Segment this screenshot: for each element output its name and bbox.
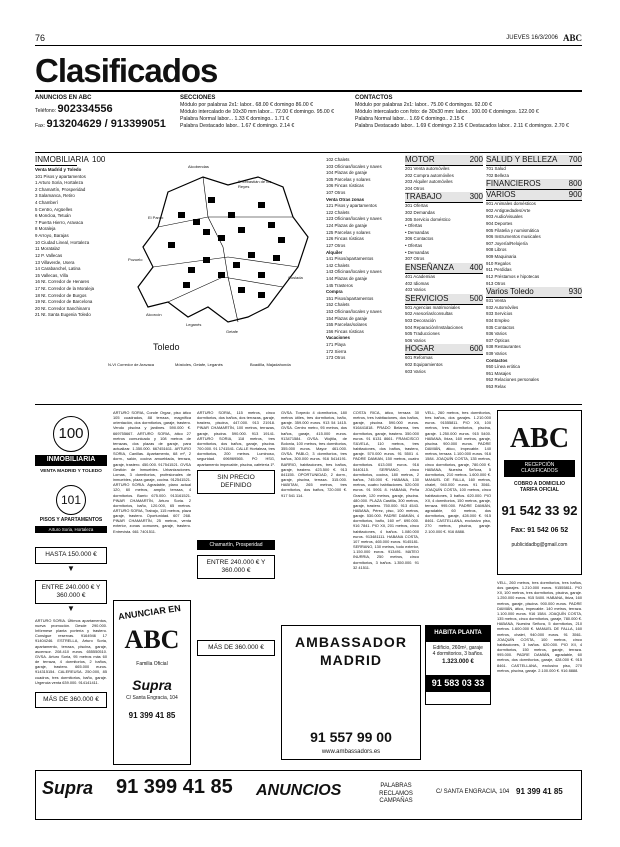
list-item: 9 Arroyo, Barajas (35, 233, 69, 239)
abc-ad-email: publicidadbg@gmail.com (511, 542, 568, 548)
list-item: Vacaciones (326, 335, 350, 341)
section-number: 600 (469, 344, 483, 354)
map-district-marker (218, 272, 225, 278)
list-item: 936 Varios (486, 331, 507, 337)
list-item: 952 Relaciones personales (486, 377, 539, 383)
supra-logo: Supra (132, 677, 172, 693)
contactos-list (486, 358, 582, 391)
list-item: 1 Arturo Soria, Hortaleza (35, 180, 84, 186)
list-item: 950 Línea erótica (486, 364, 520, 370)
map-district-marker (258, 202, 265, 208)
list-item: 911 Perdidas (486, 267, 512, 273)
secciones-line: Palabra Destacado labor.. 1.67 € domingo. 2.14 € (180, 123, 295, 130)
price-mas-2: MÁS DE 360.000 € (197, 640, 275, 656)
list-item: 122 Chalets (326, 209, 350, 215)
list-item: 702 Belleza (486, 172, 509, 178)
list-item: 302 Demandas (405, 210, 435, 216)
varios-toledo-list (486, 298, 582, 357)
list-item: 701 Salud (486, 166, 506, 171)
list-item: 910 Regalos (486, 260, 511, 266)
listing-text: ARTURO SORIA, Conde Orgaz, piso ático 105 cuadrados, 88 terraza, magnífica orientación, dos dormitorios, garaje, trastero. Vendo piscina y jardines. 590.000 €. 669755667. ARTURO SORIA, ático 27 metros comunicado y 108 metros de terrazas, dos plazas de garaje, para actualizar. 1.350.000. 667451611. ARTURO SORIA, Canillas. Apartamento, 68 m², 2 dorm., salón, cocina amueblada, terraza, garaje, trastero. 450.000. 917541521. GVSA Gestión de Inmuebles. Urbanizaciones. Lomas, 3 dormitorios, profesionales de inmuebles, plaza garaje, cocina. 912541521. ARTURO SORIA. Agradable, plano actual 120, 60 metros, amplio terraza, 4 dormitorios. Barrio 675.000. 913161521. PINAR CHAMARTÍN, Arturo Soria. 2 dormitorios, baño, 120.000, 65 metros. ARTURO SORIA, Trabajo, 115 metros, plaza garaje, trastero. Oportunidad. 607 268. PINAR CHAMARTÍN, 25 metros, venta exterior, zonas comunes, garaje, trastero. Entrevista. 661 7401511. (113, 410, 191, 534)
bottom-address: C/ SANTA ENGRACIA, 104 (436, 789, 510, 795)
list-item: 203 Alquiler automóviles (405, 179, 453, 185)
habitan-price: 1.323.000 € (442, 659, 474, 665)
varios-list (486, 201, 582, 287)
varios-toledo-heading (486, 287, 582, 298)
list-item: 905 Filatelia y numismática (486, 227, 539, 233)
list-item: 156 Fincas rústicas (326, 328, 364, 334)
section-label: HOGAR (405, 344, 435, 354)
secciones-block (180, 94, 350, 130)
map-town: Pozuelo (128, 257, 143, 262)
list-item: • Ofertas (405, 223, 423, 229)
list-item: 932 Automóviles (486, 304, 519, 310)
abc-ad-logo: ABC (509, 423, 570, 454)
list-item: 902 Antigüedades/Arte (486, 207, 531, 213)
map-district-marker (203, 229, 210, 235)
ambassador-phone: 91 557 99 00 (310, 729, 392, 745)
ambassador-name: AMBASSADOR MADRID (295, 634, 407, 668)
list-item: 5 Centro, Argüelles (35, 206, 73, 212)
fax-label: Fax: (35, 122, 46, 129)
contactos-line: Módulo intercalado con foto: de 30x30 mm: labor.. 100.00 € domingos. 122.00 € (355, 109, 539, 116)
list-item: 153 Oficinas/locales y naves (326, 309, 382, 315)
list-item: 204 Otros (405, 185, 425, 191)
date-line: JUEVES 16/3/2006 (506, 35, 558, 41)
list-item: 142 Chalets (326, 262, 350, 268)
list-item: 141 Pisos/apartamentos (326, 256, 374, 262)
map-district-marker (258, 272, 265, 278)
chamartin-bar: Chamartín, Prosperidad (197, 540, 275, 550)
inm-sub: Venta Madrid y Toledo (35, 167, 82, 172)
list-item: • Ofertas (405, 243, 423, 249)
contactos-line: Palabra Destacado labor.. 1.69 € domingo 2.15 € Destacados labor.. 2.11 € domingos. 2.70 € (355, 123, 569, 130)
list-item: 909 Maquinaria (486, 254, 517, 260)
listing-text: VELL, 260 metros, tres dormitorios, tres baños, dos garajes. 1.210.000 euros. 91555811. PIO XII, 100 metros, tres dormitorios, piscina, garaje. 1.250.000 euros. 915 5400. HABANA, Ibiza, 160 metros, garaje, piscina. 900.000 euros. PADRE DAMIÁN, ático, impecable. 140 metros, terraza. 1.100.000 euros. 916 1584. JOAQUÍN COSTA, 135 metros, cinco dormitorios, garaje, 780.000 €. HABANA, Nuestra Señora, 5 dormitorios, 210 metros. 1.600.000 €. MANUEL DE FALLA, 160 metros, chalet, 940.000 euros. 91 3561. JOAQUÍN COSTA, 100 metros, cinco habitaciones, 3 baños. 620.000. PIO XII, 4 dormitorios, 150 metros, garaje, terraza. 995.000. PADRE DAMIÁN, agradable, 60 metros, dos dormitorios, garaje, 428.000 €. 915 8461. CASTELLANA, exclusivo piso, 270 metros, piscina, garaje. 2.100.000 €. 916 8888. (425, 410, 491, 534)
abc-ad (497, 410, 582, 575)
habitan-line: 4 dormitorios, 3 baños. (432, 650, 484, 657)
list-item: • Demandas (405, 229, 429, 235)
list-item: 121 Pisos y apartamentos (326, 203, 377, 209)
list-item: 953 Relax (486, 384, 506, 390)
map-district-marker (278, 237, 285, 243)
section-number: 200 (469, 155, 483, 164)
habitan-title: HABITA PLANTA (426, 626, 490, 642)
section-number: 700 (568, 155, 582, 164)
list-item: 603 Varios (405, 368, 426, 374)
section-101-circle: 101 (56, 485, 86, 515)
ambassador-web: www.ambassadors.es (321, 748, 381, 755)
abc-ad-phone: 91 542 33 92 (501, 503, 578, 518)
map-district-marker (273, 255, 280, 261)
map-legend: N-VI Corredor de Aravaca (108, 362, 155, 367)
anunciar-title: ANUNCIAR EN (117, 603, 182, 622)
bottom-anuncios: ANUNCIOS (256, 782, 342, 799)
index-col2 (326, 157, 400, 392)
secciones-heading: SECCIONES (180, 95, 216, 101)
list-item: 20 Nt. Corredor Sanchinarro (35, 305, 91, 311)
list-item: 506 Varios (405, 337, 426, 343)
body-rule (35, 404, 582, 405)
abc-ad-line: COBRO A DOMICILIO (513, 480, 565, 487)
list-item: 124 Plazas de garaje (326, 223, 368, 229)
habitan-line: Edificio, 260m², garaje (433, 644, 483, 651)
inmobiliaria-number: 100 (92, 155, 106, 164)
list-item: 143 Oficinas/locales y naves (326, 269, 382, 275)
list-item: 7 Puerta Hierro, Aravaca (35, 219, 84, 225)
bottom-banner (35, 770, 582, 820)
listing-col1 (35, 410, 107, 708)
telefono-label: Teléfono: (35, 108, 57, 115)
list-item: 10 Ciudad Lineal, Hortaleza (35, 239, 90, 245)
list-item: 938 Restaurantes (486, 344, 521, 350)
list-item: 402 Idiomas (405, 280, 429, 286)
contact-block (35, 94, 175, 132)
list-item: 107 Otros (326, 190, 346, 196)
telefono-number: 902334556 (57, 103, 113, 116)
map-district-marker (238, 227, 245, 233)
list-item: 11 Moratalaz (35, 246, 61, 252)
secciones-line: Módulo intercalado de 10x30 mm labor... 72.00 € domingo. 95.00 € (180, 109, 334, 116)
top-bar (35, 33, 582, 46)
contactos-block (355, 94, 582, 130)
list-item: 171 Playa (326, 342, 346, 348)
list-item: 906 Instrumentos musicales (486, 234, 541, 240)
list-item: 505 Traducciones (405, 331, 440, 337)
list-item: 126 Fincas rústicas (326, 236, 364, 242)
map-district-marker (248, 252, 255, 258)
map-district-marker (208, 197, 215, 203)
list-item: 101 Pisos y apartamentos (35, 173, 86, 179)
list-item: 17 Nt. Corredor de la Moraleja (35, 285, 95, 291)
list-item: 125 Parcelas y solares (326, 229, 371, 235)
section-label: MOTOR (405, 155, 435, 164)
list-item: 306 Contactos (405, 236, 434, 242)
motor-list (405, 166, 483, 192)
list-item: 21 Nt. Santa Eugenia Toledo (35, 312, 91, 318)
list-item: 305 Servicio doméstico (405, 216, 451, 222)
contactos-line: Palabra Normal labor... 1.69 € domingo.. 2.15 € (355, 116, 465, 123)
list-item: 18 Nt. Corredor de Burgos (35, 292, 87, 298)
list-item: Compra (326, 289, 343, 295)
section-label: VARIOS (486, 190, 516, 200)
trabajo-heading (405, 192, 483, 203)
abc-ad-line: TARIFA OFICIAL (520, 486, 559, 493)
list-item: 903 Audio/visuales (486, 214, 523, 220)
list-item: 601 Reformas (405, 355, 433, 361)
ambassador-ad (281, 625, 421, 760)
list-item: 403 Varios (405, 287, 426, 293)
bottom-phone-2: 91 399 41 85 (516, 787, 563, 796)
price-mas: MÁS DE 360.000 € (35, 692, 107, 708)
map-legend: Boadilla, Majadahonda (250, 362, 291, 367)
section-label: TRABAJO (405, 192, 442, 202)
contact-heading: ANUNCIOS EN ABC (35, 95, 92, 101)
anunciar-sub: Familia Oficial (136, 660, 168, 667)
list-item: 301 Ofertas (405, 203, 428, 209)
list-item: 13 Villaverde, Usera (35, 259, 75, 265)
list-item: 104 Plazas de garaje (326, 170, 368, 176)
list-item: 501 Agencias matrimoniales (405, 304, 460, 310)
section-label: INMOBILIARIA (35, 155, 89, 164)
listing-text: GVSA. Torpedo 4 dormitorios, 180 metros útiles, tres dormitorios, baño, garaje. 359.000 euros. 913 54 1415. GVSA. Centro metro, 95 metros, dos baños, garaje, 415.000 euros. 913471584. GVSA. Wojtila, de Bolonia, 100 metros, tres dormitorios, 355.000 euros. Mayor 461.000. GVSA. PABLO, 3 dormitorios, tres baños, 300.000 euros. 916 5414191. BARRIO, habitaciones, tres baños, garaje, trastero. 423.500 €. 913 841155. OPORTUNIDAD, 2 dorm., garaje, piscina, terraza. 315.000. HABITAN, 265 metros, tres dormitorios, dos baños, 720.000 €. 917 541 114. (281, 410, 347, 498)
list-item: 504 Reparación/Instalaciones (405, 324, 463, 330)
list-item: 4 Chamberí (35, 200, 58, 206)
list-item: 152 Chalets (326, 302, 350, 308)
list-item: 16 Nt. Corredor de Henares (35, 279, 90, 285)
secciones-line: Palabra Normal labor... 1.33 € domingo.. 1.71 € (180, 116, 290, 123)
list-item: 307 Otros (405, 256, 425, 262)
hogar-heading (405, 344, 483, 355)
list-item: 939 Varios (486, 351, 507, 357)
price-entre: ENTRE 240.000 € Y 360.000 € (35, 580, 107, 604)
map-town: El Pardo (148, 215, 164, 220)
list-item: 14 Carabanchel, Latina (35, 266, 81, 272)
section-number: 400 (469, 262, 483, 272)
map-district-marker (218, 235, 225, 241)
index-col4 (486, 155, 582, 391)
bottom-palabras: PALABRAS RECLAMOS CAMPAÑAS (379, 783, 413, 804)
list-item: 144 Plazas de garaje (326, 275, 368, 281)
list-item: 401 Academias (405, 273, 436, 279)
list-item: 503 Decoración (405, 317, 436, 323)
ensenanza-list (405, 274, 483, 294)
list-item: 154 Plazas de garaje (326, 315, 368, 321)
list-item: 15 Vallecas, Villa (35, 272, 69, 278)
list-item: 123 Oficinas/locales y naves (326, 216, 382, 222)
list-item: 602 Equipamientos (405, 362, 443, 368)
list-item: 931 Venta (486, 298, 506, 304)
list-item: 951 Masajes (486, 370, 511, 376)
map-district-marker (183, 282, 190, 288)
map-district-marker (268, 222, 275, 228)
list-item: 103 Oficinas/locales y naves (326, 163, 382, 169)
list-item: 3 Salamanca, Retiro (35, 193, 75, 199)
secciones-line: Módulo por palabras 2x1: labor.. 68.00 € domingo 86.00 € (180, 102, 313, 109)
list-item: 172 Sierra (326, 348, 347, 354)
listing-text: COSTA RICA, ático, terraza 30 metros, tres habitaciones, dos baños, garaje, piscina. 590.000 euros. 916441818. PRADO Belarma, tres dormitorios, garaje, trastero. 350.000 euros. 91 6131 8661. FRANCISCO SILVELA, 110 metros, tres habitaciones, dos baños, trastero, garaje. 570.000 euros. 91 5501 4. PADRE DAMIAN, 150 metros, cuatro dormitorios. 613.000 euros. 916 5440115. SERRANO, cinco dormitorios, cocina, 180 metros, 2 baños, 745.000 €. HABANA, 130 metros, cuatro habitaciones. 520.000 euros. 91 5901 8. HABANA, Peña Grande, 120 metros, garaje, piscina. 480.000. PLAZA Castilla, 300 metros, garaje, trastero. 750.000. 913 4543. HABANA, Pérez, piso, 100 metros, garaje. 530.000. PADRE DAMIÁN, 4 dormitorios, baño, 160 m². 690.000. 916 7841. PIO XII, 201 metros, cinco habitaciones, 4 baños. 1.080.000 euros. 913481111. HABANA COSTA, 107 metros, 465.000 euros. 9145181. SERRANO, 130 metros, todo exterior, 1.150.000 euros. 913491. MATEO INURRIA, 250 metros, cinco dormitorios, 3 baños. 1.350.000. 91 32 41511. (353, 410, 419, 570)
section-label: SERVICIOS (405, 293, 449, 303)
map-district-marker (188, 267, 195, 273)
section-label: Varios Toledo (486, 287, 534, 297)
motor-heading (405, 155, 483, 166)
list-item: 201 Venta automóviles (405, 166, 450, 171)
abc-masthead: ABC (562, 33, 582, 43)
section-number: 800 (568, 179, 582, 189)
section-number: 300 (469, 192, 483, 202)
list-item: 901 Animales domésticos (486, 201, 536, 207)
map-town: Alcobendas (188, 164, 209, 169)
page-number: 76 (35, 33, 46, 43)
inmobiliaria-heading (35, 155, 89, 166)
price-sin-precio: SIN PRECIO DEFINIDO (197, 470, 275, 494)
list-item: Venta Otras zonas (326, 196, 365, 202)
list-item: 6 Moncloa, Tetuán (35, 213, 71, 219)
list-item: 913 Otros (486, 280, 506, 286)
section-101-sub: Arturo Soria, Hortaleza (35, 526, 107, 534)
financieros-heading (486, 179, 582, 190)
listing-text: ARTURO SORIA. Últimos apartamentos, nueva promoción. Desde 290.000. Infórmese planta portería y trastero. Consigue reservas. 9164946 17 91404246. ESTRELLA, Arturo Soria, apartamento, terraza, piscina, garaje, ascensor. 208.410 euros. 655550510. GVSA. Arturo Soria, 95 metros más 60 de terraza, 4 dormitorios, 2 baños, garaje, trastero. 665.000 euros. 914315154. CALEREUSA. 250.000, 85 cuadros, tres dormitorios, baño, garaje. Urgencia venta 639.000. 914141411. (35, 617, 107, 685)
contactos-line: Módulo por palabras 2x1: labor.. 75.00 € domingos. 92.00 € (355, 102, 492, 109)
fax-number: 913204629 / 913399051 (46, 117, 166, 130)
section-100-circle: 100 (53, 416, 89, 452)
list-item: 106 Fincas rústicas (326, 183, 364, 189)
map-legend: Móstoles, Getafe, Leganés (175, 362, 223, 367)
salud-list (486, 166, 582, 179)
down-arrow-icon: ▼ (67, 603, 75, 613)
anunciar-logo: ABC (124, 625, 180, 655)
contactos-heading: CONTACTOS (355, 95, 393, 101)
anunciar-ad (113, 600, 191, 765)
section-number: 930 (568, 287, 582, 297)
servicios-list (405, 305, 483, 345)
list-item: 8 Moraleja (35, 226, 56, 232)
ensenanza-heading (405, 263, 483, 274)
trabajo-list (405, 203, 483, 262)
listing-text: ARTURO SORIA, 115 metros, cinco dormitorios, dos baños, dos terrazas, garaje, trastero, piscina, 447.000. 913 21918. PINAR CHAMARTÍN, 100 metros, terrazas, garaje, piscina. 590.000. 913 19141. ARTURO SORIA, 118 metros, tres dormitorios, dos baños, garaje, piscina. 700.000. 91 1741541. CALLE Hortaleza, tres dormitorios, 200 metros. Luminoso, seguridad. 696969565. PO HSG, apartamento impecable, piscina, cafetería 1º. (197, 410, 275, 467)
inmobiliaria-index (35, 167, 107, 319)
price-entre-2: ENTRE 240.000 € Y 360.000 € (197, 555, 275, 579)
section-label: ENSEÑANZA (405, 262, 454, 272)
varios-heading (486, 190, 582, 201)
map-district-marker (193, 219, 200, 225)
habitan-phone: 91 583 03 33 (426, 675, 490, 692)
list-item: 12 P. Vallecas (35, 252, 63, 258)
bottom-supra: Supra (42, 778, 94, 798)
list-item: 102 Chalets (326, 157, 350, 162)
list-item: 934 Empleo (486, 317, 510, 323)
map-district-marker (203, 257, 210, 263)
map-town: Alcorcón (146, 312, 162, 317)
list-item: 937 Ópticas (486, 337, 510, 343)
map-district-marker (178, 212, 185, 218)
title-rule (35, 90, 582, 92)
section-number: 900 (568, 190, 582, 200)
map-town: S.Sebastián de los Reyes (238, 179, 272, 189)
habitan-ad (425, 625, 491, 705)
abc-ad-fax: Fax: 91 542 06 52 (510, 527, 569, 535)
section-number: 500 (469, 293, 483, 303)
map-district-marker (258, 292, 265, 298)
map-district-marker (168, 242, 175, 248)
map-district-marker (233, 262, 240, 268)
list-item: 145 Trasteros (326, 282, 353, 288)
list-item: 105 Parcelas y solares (326, 176, 371, 182)
supra-phone: 91 399 41 85 (128, 710, 176, 720)
hogar-list (405, 355, 483, 375)
list-item: 935 Contactos (486, 324, 515, 330)
page-title: Clasificados (35, 52, 218, 89)
servicios-heading (405, 294, 483, 305)
list-item: 19 Nt. Corredor de Barcelona (35, 299, 93, 305)
list-item: 933 Servicios (486, 311, 513, 317)
salud-heading (486, 155, 582, 166)
section-label: SALUD Y BELLEZA (486, 155, 558, 164)
list-item: 502 Asesorías/consultas (405, 311, 453, 317)
price-hasta: HASTA 150.000 € (35, 547, 107, 563)
list-item: • Demandas (405, 249, 429, 255)
map-district-marker (228, 212, 235, 218)
list-item: 908 Libros (486, 247, 507, 253)
list-item: 202 Compra automóviles (405, 172, 454, 178)
bottom-phone: 91 399 41 85 (116, 776, 233, 798)
list-item: 127 Otros (326, 242, 346, 248)
madrid-map (108, 157, 320, 357)
header-rule (35, 152, 582, 153)
list-item: 912 Préstamos e hipotecas (486, 273, 540, 279)
index-col3 (405, 155, 483, 375)
section-label: FINANCIEROS (486, 179, 541, 189)
abc-ad-line: RECEPCIÓN CLASIFICADOS (504, 460, 575, 477)
list-item: 907 Joyería/Relojería (486, 240, 528, 246)
map-town: Leganés (186, 322, 202, 327)
list-item: 904 Deportes (486, 221, 513, 227)
list-item: 2 Chamartín, Prosperidad (35, 186, 86, 192)
map-district-marker (238, 287, 245, 293)
supra-address: C/ Santa Engracia, 104 (126, 694, 178, 701)
list-item: 155 Parcelas/solares (326, 322, 368, 328)
listing-text: VELL, 260 metros, tres dormitorios, tres baños, dos garajes. 1.210.000 euros. 91555811. PIO XII, 100 metros, tres dormitorios, piscina, garaje. 1.250.000 euros. 915 5400. HABANA, Ibiza, 160 metros, garaje, piscina. 900.000 euros. PADRE DAMIÁN, ático, impecable. 140 metros, terraza. 1.100.000 euros. 916 1584. JOAQUÍN COSTA, 135 metros, cinco dormitorios, garaje, 780.000 €. HABANA, Nuestra Señora, 5 dormitorios, 210 metros. 1.600.000 €. MANUEL DE FALLA, 160 metros, chalet, 940.000 euros. 91 3561. JOAQUÍN COSTA, 100 metros, cinco habitaciones, 3 baños. 620.000. PIO XII, 4 dormitorios, 150 metros, garaje, terraza. 995.000. PADRE DAMIÁN, agradable, 60 metros, dos dormitorios, garaje, 428.000 €. 915 8461. CASTELLANA, exclusivo piso, 270 metros, piscina, garaje. 2.100.000 €. 916 8888. (497, 580, 582, 673)
list-item: 173 Otros (326, 355, 346, 361)
down-arrow-icon: ▼ (67, 563, 75, 573)
list-item: Alquiler (326, 249, 343, 255)
section-100-label: INMOBILIARIA (35, 455, 107, 466)
list-item: Contactos (486, 357, 508, 363)
section-100-sub: VENTA MADRID Y TOLEDO (40, 468, 102, 474)
inm-list (35, 174, 107, 319)
list-item: 151 Pisos/apartamentos (326, 295, 374, 301)
section-101-label: PISOS Y APARTAMENTOS (39, 516, 103, 523)
map-town: Coslada (288, 275, 303, 280)
map-toledo: Toledo (153, 342, 180, 352)
map-town: Getafe (226, 329, 239, 334)
